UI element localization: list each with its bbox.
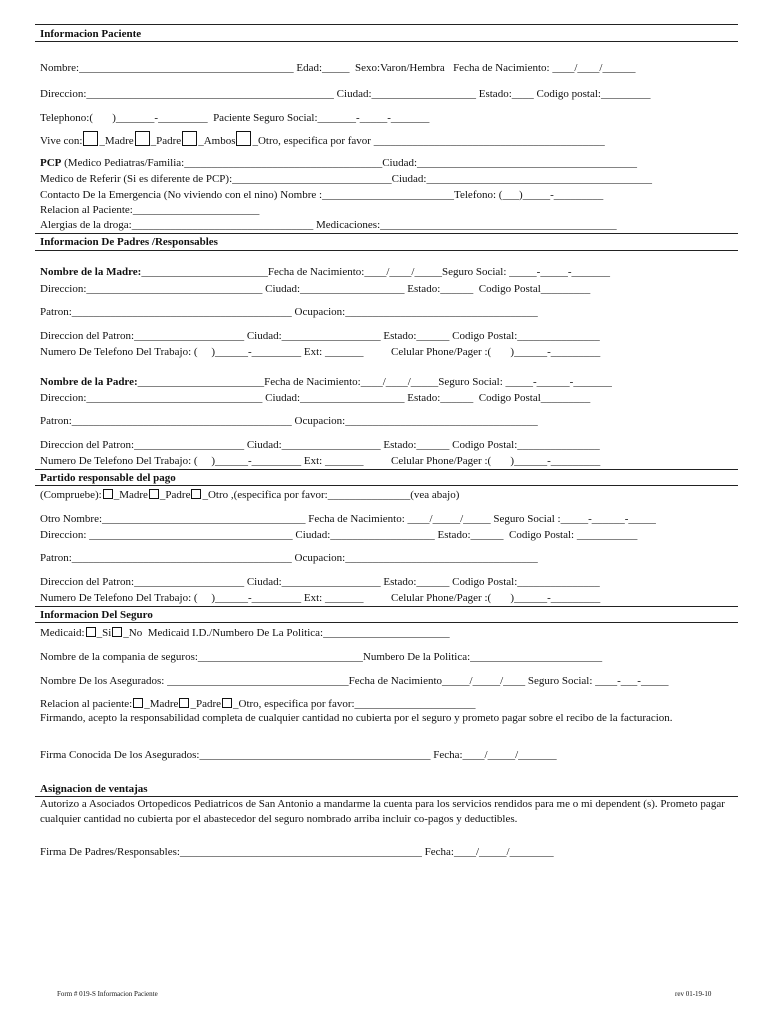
mother-name-line[interactable] [40,266,610,279]
checkbox-resp-otro[interactable] [191,489,201,499]
pcp-fields: (Medico Pediatras/Familia:____________________________________Ciudad:________________________________________ [61,157,638,169]
emergency-contact-line[interactable]: Contacto De la Emergencia (No viviendo con el nino) Nombre :________________________Telefono: (___)_____-_________ [40,189,604,201]
insurance-agreement-text: Firmando, acepto la responsabilidad completa de cualquier cantidad no cubierta por el seguro y prometo pagar sobre el recibo de la facturacion. [40,712,673,724]
other-name-line[interactable]: Otro Nombre:_____________________________________ Fecha de Nacimiento: ____/_____/_____ Seguro Social :_____-______-_____ [40,513,656,525]
medicaid-label: Medicaid: [40,627,85,639]
section-title-insurance: Informacion Del Seguro [40,609,153,621]
father-employer-address-line[interactable]: Direccion del Patron:____________________ Ciudad:__________________ Estado:______ Codigo Postal:_______________ [40,439,600,451]
father-name-fields: _______________________Fecha de Nacimiento:____/____/_____Seguro Social: _____-______-_______ [137,376,612,388]
other-work-phone-line[interactable]: Numero De Telefono Del Trabajo: ( )______-_________ Ext: _______ Celular Phone/Pager :( )______-_________ [40,592,601,604]
medicaid-line [40,627,450,640]
insured-relation-line [40,698,476,711]
checkbox-resp-madre[interactable] [103,489,113,499]
section-title-responsible: Partido responsable del pago [40,472,176,484]
medicaid-no-label: _No Medicaid I.D./Numbero De La Politica:_______________________ [123,627,450,639]
section-rule-parents [35,250,738,251]
resp-madre-label: _Madre [113,489,148,501]
lives-with-padre-label: _Padre [150,135,182,147]
top-rule [35,24,738,25]
checkbox-ins-madre[interactable] [133,698,143,708]
checkbox-ins-padre[interactable] [179,698,189,708]
checkbox-ins-otro[interactable] [222,698,232,708]
father-work-phone-line[interactable]: Numero De Telefono Del Trabajo: ( )______-_________ Ext: _______ Celular Phone/Pager :( )______-_________ [40,455,601,467]
mother-name-label: Nombre de la Madre: [40,266,142,278]
checkbox-madre[interactable] [83,131,98,146]
father-address-line[interactable]: Direccion:________________________________ Ciudad:___________________ Estado:______ Codigo Postal_________ [40,392,591,404]
section-title-parents: Informacion De Padres /Responsables [40,236,218,248]
ins-padre-label: _Padre [190,698,221,710]
other-employer-line[interactable]: Patron:________________________________________ Ocupacion:___________________________________ [40,552,538,564]
form-number: Form # 019-S Informacion Paciente [57,990,158,998]
relation-line[interactable]: Relacion al Paciente:_______________________ [40,204,260,216]
assignment-text: Autorizo a Asociados Ortopedicos Pediatricos de San Antonio a mandarme la cuenta para los servicios rendidos para me o mi dependent (s). Prometo pagar cualquier cantidad no cubierta por el abastecedor del seguro nombrado arriba incluir co-pagos y deductibles. [40,798,725,825]
lives-with-otro-label: _Otro, especifica por favor __________________________________________ [252,135,605,147]
allergies-line[interactable]: Alergias de la droga:_________________________________ Medicaciones:___________________________________________ [40,219,617,231]
medicaid-si-label: _Si [96,627,112,639]
mother-employer-address-line[interactable]: Direccion del Patron:____________________ Ciudad:__________________ Estado:______ Codigo Postal:_______________ [40,330,600,342]
insured-signature-line[interactable]: Firma Conocida De los Asegurados:__________________________________________ Fecha:____/_____/_______ [40,749,557,761]
checkbox-otro[interactable] [236,131,251,146]
lives-with-ambos-label: _Ambos [198,135,236,147]
lives-with-madre-label: _Madre [99,135,134,147]
father-employer-line[interactable]: Patron:________________________________________ Ocupacion:___________________________________ [40,415,538,427]
checkbox-medicaid-no[interactable] [112,627,122,637]
parent-signature-line[interactable]: Firma De Padres/Responsables:____________________________________________ Fecha:____/_____/________ [40,846,554,858]
father-name-label: Nombre de la Padre: [40,376,138,388]
lives-with-line [40,131,605,148]
referring-doctor-line[interactable]: Medico de Referir (Si es diferente de PCP):_____________________________Ciudad:_________________________________________ [40,173,652,185]
section-title-patient: Informacion Paciente [40,28,142,40]
lives-with-label: Vive con: [40,135,83,147]
father-name-line[interactable] [40,376,612,389]
section-rule-responsible-top [35,469,738,470]
mother-address-line[interactable]: Direccion:________________________________ Ciudad:___________________ Estado:______ Codigo Postal_________ [40,283,591,295]
insured-name-line[interactable]: Nombre De los Asegurados: _________________________________Fecha de Nacimiento_____/_____/____ Seguro Social: ____-___-_____ [40,675,669,687]
revision-date: rev 01-19-10 [675,990,712,998]
mother-work-phone-line[interactable]: Numero De Telefono Del Trabajo: ( )______-_________ Ext: _______ Celular Phone/Pager :( )______-_________ [40,346,601,358]
section-rule-responsible [35,485,738,486]
section-rule-parents-top [35,233,738,234]
responsible-check-label: (Compruebe): [40,489,102,501]
section-title-assignment: Asignacion de ventajas [40,783,148,795]
checkbox-ambos[interactable] [182,131,197,146]
insurance-company-line[interactable]: Nombre de la compania de seguros:______________________________Numbero De la Politica:________________________ [40,651,603,663]
ins-madre-label: _Madre [144,698,179,710]
patient-phone-line[interactable]: Telephono:( )_______-_________ Paciente Seguro Social:_______-_____-_______ [40,112,430,124]
section-rule-patient [35,41,738,42]
checkbox-resp-padre[interactable] [149,489,159,499]
resp-padre-label: _Padre [159,489,191,501]
other-employer-address-line[interactable]: Direccion del Patron:____________________ Ciudad:__________________ Estado:______ Codigo Postal:_______________ [40,576,600,588]
insured-relation-label: Relacion al paciente: [40,698,133,710]
checkbox-padre[interactable] [135,131,150,146]
other-address-line[interactable]: Direccion: _____________________________________ Ciudad:___________________ Estado:______ Codigo Postal: ___________ [40,529,638,541]
responsible-check-line [40,489,459,502]
mother-name-fields: _______________________Fecha de Nacimiento:____/____/_____Seguro Social: _____-_____-_______ [141,266,610,278]
patient-name-line[interactable]: Nombre:_______________________________________ Edad:_____ Sexo:Varon/Hembra Fecha de Nacimiento: ____/____/______ [40,62,636,74]
patient-address-line[interactable]: Direccion:_____________________________________________ Ciudad:___________________ Estado:____ Codigo postal:_________ [40,88,651,100]
resp-otro-label: _Otro ,(especifica por favor:_______________(vea abajo) [202,489,460,501]
ins-otro-label: _Otro, especifica por favor:______________________ [233,698,476,710]
mother-employer-line[interactable]: Patron:________________________________________ Ocupacion:___________________________________ [40,306,538,318]
pcp-line[interactable] [40,157,637,170]
checkbox-medicaid-si[interactable] [86,627,96,637]
pcp-label: PCP [40,157,62,169]
section-rule-insurance-top [35,606,738,607]
section-rule-insurance [35,622,738,623]
